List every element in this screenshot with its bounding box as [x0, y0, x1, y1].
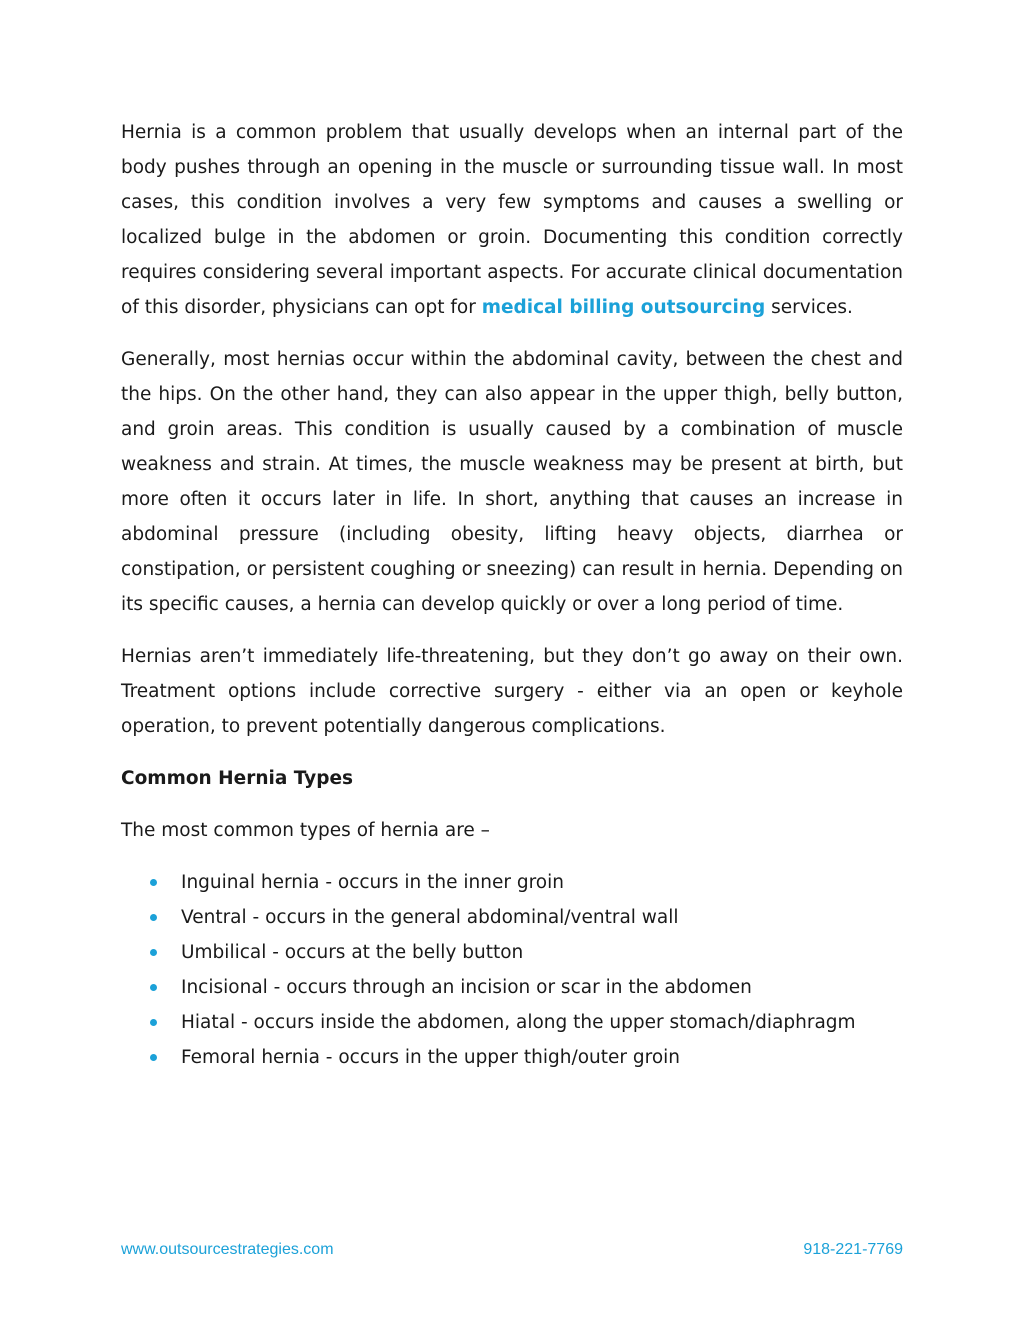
bullet-icon	[150, 949, 157, 956]
list-item-text: Ventral - occurs in the general abdominal/ventral wall	[181, 907, 679, 928]
paragraph-treatment: Hernias aren’t immediately life-threatening, but they don’t go away on their own. Treatment options include corrective surgery - either via an open or keyhole operation, to prevent potentially dangerous complications.	[121, 646, 903, 737]
hernia-types-list	[121, 865, 903, 1075]
document-body	[121, 115, 903, 1075]
list-item-text: Inguinal hernia - occurs in the inner groin	[181, 872, 564, 893]
list-item-text: Incisional - occurs through an incision or scar in the abdomen	[181, 977, 752, 998]
list-item-text: Femoral hernia - occurs in the upper thigh/outer groin	[181, 1047, 681, 1068]
section-intro: The most common types of hernia are –	[121, 820, 490, 841]
list-item	[121, 1005, 903, 1040]
list-item-text: Hiatal - occurs inside the abdomen, along the upper stomach/diaphragm	[181, 1012, 856, 1033]
list-item	[121, 935, 903, 970]
list-item	[121, 865, 903, 900]
bullet-icon	[150, 879, 157, 886]
bullet-icon	[150, 984, 157, 991]
paragraph-intro	[121, 115, 903, 325]
bullet-icon	[150, 1054, 157, 1061]
medical-billing-outsourcing-link[interactable]: medical billing outsourcing	[481, 297, 766, 318]
list-item	[121, 1040, 903, 1075]
bullet-icon	[150, 914, 157, 921]
list-item-text: Umbilical - occurs at the belly button	[181, 942, 524, 963]
paragraph-intro-text-end: services.	[765, 297, 853, 318]
footer-phone-number: 918-221-7769	[803, 1241, 903, 1258]
paragraph-intro-text-start: Hernia is a common problem that usually develops when an internal part of the body pushes through an opening in the muscle or surrounding tissue wall. In most cases, this condition involves a very few symptoms and causes a swelling or localized bulge in the abdomen or groin. Documenting this condition correctly requires considering several important aspects. For accurate clinical documentation of this disorder, physicians can opt for	[121, 122, 903, 318]
list-item	[121, 970, 903, 1005]
footer-website-link[interactable]: www.outsourcestrategies.com	[121, 1241, 334, 1258]
bullet-icon	[150, 1019, 157, 1026]
section-heading: Common Hernia Types	[121, 768, 354, 789]
list-item	[121, 900, 903, 935]
paragraph-causes: Generally, most hernias occur within the abdominal cavity, between the chest and the hips. On the other hand, they can also appear in the upper thigh, belly button, and groin areas. This condition is usually caused by a combination of muscle weakness and strain. At times, the muscle weakness may be present at birth, but more often it occurs later in life. In short, anything that causes an increase in abdominal pressure (including obesity, lifting heavy objects, diarrhea or constipation, or persistent coughing or sneezing) can result in hernia. Depending on its specific causes, a hernia can develop quickly or over a long period of time.	[121, 349, 903, 615]
